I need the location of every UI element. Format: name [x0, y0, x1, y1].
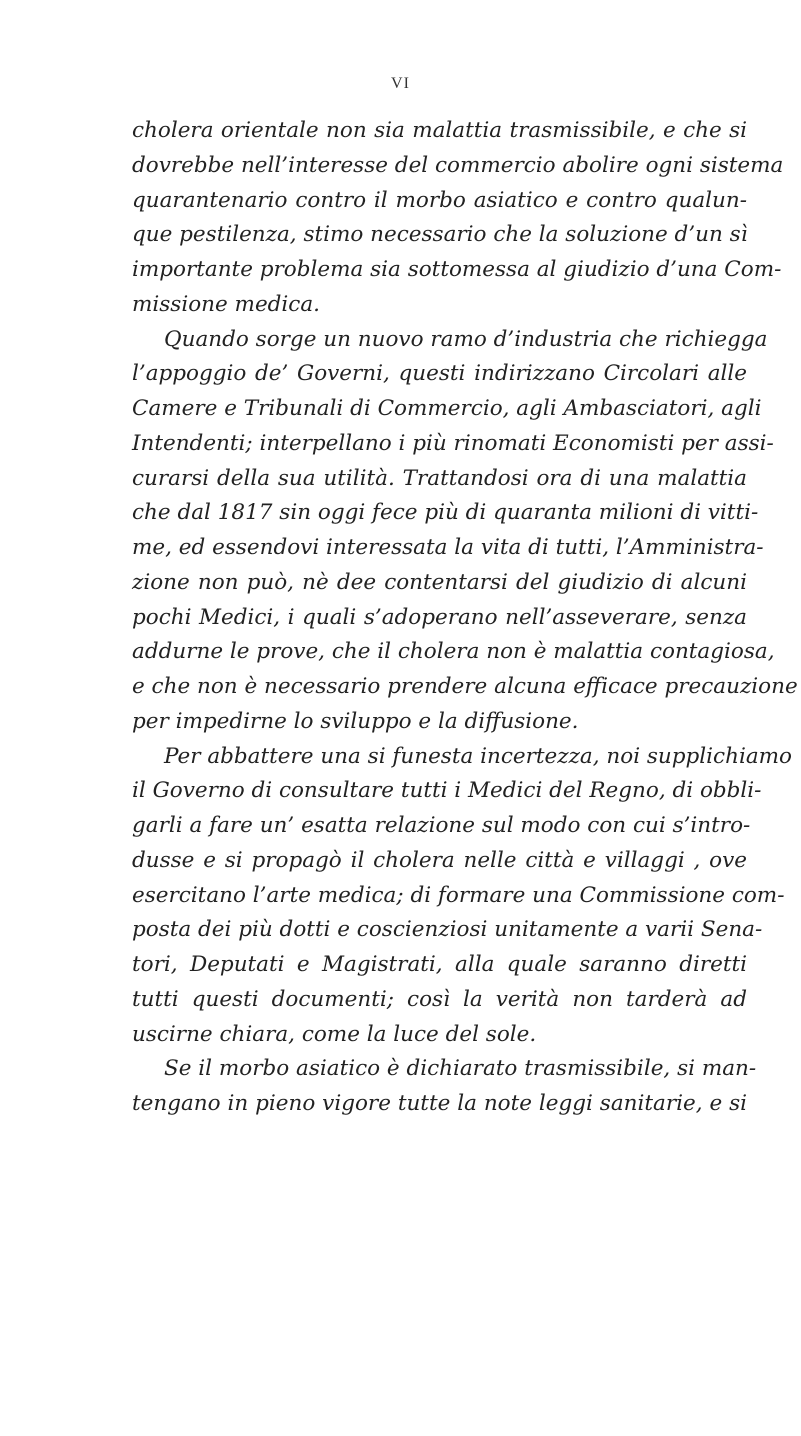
text-line: tutti questi documenti; così la verità non tarderà ad [132, 986, 747, 1012]
text-line: missione medica. [132, 291, 320, 317]
page-number: VI [391, 75, 410, 92]
text-line: tori, Deputati e Magistrati, alla quale saranno diretti [132, 952, 747, 977]
text-line: que pestilenza, stimo necessario che la soluzione d’un sì [132, 222, 748, 248]
body-text [132, 114, 798, 1122]
text-line: Quando sorge un nuovo ramo d’industria che richiegga [164, 326, 768, 352]
text-line: esercitano l’arte medica; di formare una Commissione com- [132, 882, 785, 908]
text-line: Se il morbo asiatico è dichiarato trasmissibile, si man- [164, 1056, 757, 1082]
text-line: dovrebbe nell’interesse del commercio abolire ogni sistema [132, 152, 784, 178]
text-line: il Governo di consultare tutti i Medici del Regno, di obbli- [132, 778, 762, 804]
text-line: quarantenario contro il morbo asiatico e contro qualun- [132, 187, 747, 213]
text-line: Camere e Tribunali di Commercio, agli Ambasciatori, agli [132, 396, 762, 421]
text-line: l’appoggio de’ Governi, questi indirizzano Circolari alle [132, 361, 747, 387]
text-line: curarsi della sua utilità. Trattandosi ora di una malattia [132, 465, 747, 491]
text-line: Intendenti; interpellano i più rinomati Economisti per assi- [132, 430, 774, 456]
text-line: uscirne chiara, come la luce del sole. [132, 1021, 537, 1047]
text-line: me, ed essendovi interessata la vita di tutti, l’Amministra- [132, 535, 764, 560]
text-line: tengano in pieno vigore tutte la note leggi sanitarie, e si [132, 1091, 747, 1116]
text-line: zione non può, nè dee contentarsi del giudizio di alcuni [132, 569, 747, 595]
text-line: posta dei più dotti e coscienziosi unitamente a varii Sena- [132, 917, 763, 943]
text-line: Per abbattere una si funesta incertezza, noi supplichiamo [164, 743, 792, 769]
text-line: importante problema sia sottomessa al giudizio d’una Com- [132, 257, 782, 282]
text-line: e che non è necessario prendere alcuna efficace precauzione [132, 674, 798, 699]
text-line: garli a fare un’ esatta relazione sul modo con cui s’intro- [132, 813, 751, 838]
text-line: addurne le prove, che il cholera non è malattia contagiosa, [132, 639, 775, 665]
text-line: che dal 1817 sin oggi fece più di quaranta milioni di vitti- [132, 500, 759, 526]
text-line: pochi Medici, i quali s’adoperano nell’asseverare, senza [132, 604, 747, 630]
text-line: dusse e si propagò il cholera nelle città e villaggi , ove [132, 847, 747, 873]
text-line: cholera orientale non sia malattia trasmissibile, e che si [132, 118, 747, 143]
text-line: per impedirne lo sviluppo e la diffusione. [132, 708, 579, 734]
